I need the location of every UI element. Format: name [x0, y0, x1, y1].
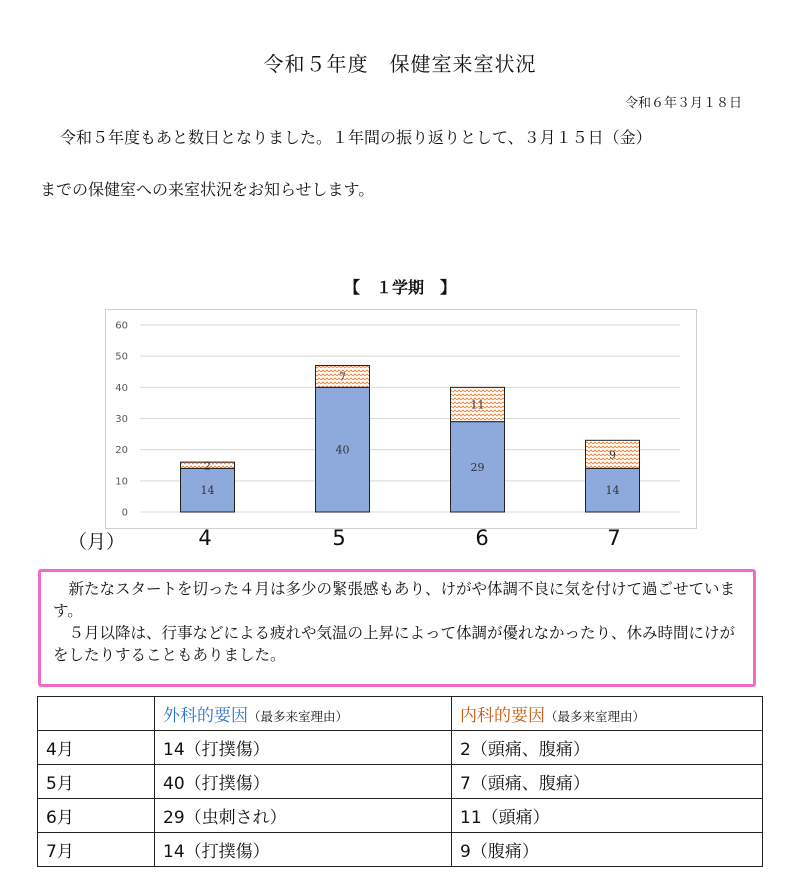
- x-axis-month-label: 4: [198, 526, 212, 550]
- data-label: 14: [200, 484, 215, 498]
- note-box: [38, 569, 756, 687]
- header-internal-cell: [452, 697, 763, 731]
- header-internal-sub: （最多来室理由）: [545, 709, 646, 724]
- y-tick-label: 60: [115, 320, 128, 332]
- y-tick-label: 0: [121, 507, 128, 519]
- y-tick-label: 50: [115, 351, 128, 363]
- row-surgical-cell: 14（打撲傷）: [155, 833, 452, 867]
- x-axis-month-label: 6: [475, 526, 489, 550]
- y-tick-label: 30: [115, 414, 128, 425]
- data-label: 14: [605, 484, 620, 498]
- row-internal-cell: 9（腹痛）: [452, 833, 763, 867]
- row-month-cell: 6月: [38, 799, 155, 833]
- row-month-cell: 5月: [38, 765, 155, 799]
- x-axis-month-label: 7: [607, 526, 621, 550]
- row-internal-cell: 2（頭痛、腹痛）: [452, 731, 763, 765]
- y-tick-label: 10: [115, 476, 128, 488]
- table-row: [38, 765, 763, 799]
- page-title: 令和５年度 保健室来室状況: [263, 52, 537, 76]
- note-paragraph-2: ５月以降は、行事などによる疲れや気温の上昇によって体調が優れなかったり、休み時間にけがをしたりすることもありました。: [53, 624, 736, 664]
- row-surgical-cell: 40（打撲傷）: [155, 765, 452, 799]
- data-label: 9: [609, 448, 616, 462]
- y-tick-label: 20: [115, 445, 128, 457]
- row-month-cell: 7月: [38, 833, 155, 867]
- table-row: [38, 799, 763, 833]
- document-date: 令和６年３月１８日: [624, 96, 742, 111]
- data-label: 29: [470, 460, 485, 474]
- table-row: [38, 731, 763, 765]
- data-label: 11: [470, 398, 485, 412]
- table-row: [38, 833, 763, 867]
- chart-title: 【 １学期 】: [343, 278, 456, 297]
- data-label: 2: [204, 459, 211, 473]
- row-month-cell: 4月: [38, 731, 155, 765]
- data-label: 7: [339, 370, 346, 384]
- note-paragraph-1: 新たなスタートを切った４月は多少の緊張感もあり、けがや体調不良に気を付けて過ごせています。: [53, 580, 736, 620]
- y-tick-label: 40: [115, 382, 128, 394]
- header-surgical-sub: （最多来室理由）: [248, 709, 349, 724]
- intro-line-2: までの保健室への来室状況をお知らせします。: [40, 180, 375, 199]
- bar-chart: [105, 309, 695, 527]
- header-surgical-cell: [155, 697, 452, 731]
- intro-line-1: 令和５年度もあと数日となりました。１年間の振り返りとして、３月１５日（金）: [60, 128, 652, 147]
- header-internal-label: 内科的要因: [460, 706, 545, 726]
- row-surgical-cell: 29（虫刺され）: [155, 799, 452, 833]
- row-internal-cell: 7（頭痛、腹痛）: [452, 765, 763, 799]
- table-header-row: [38, 697, 763, 731]
- row-internal-cell: 11（頭痛）: [452, 799, 763, 833]
- header-month-cell: [38, 697, 155, 731]
- x-axis-unit-label: （月）: [68, 531, 126, 553]
- x-axis-month-label: 5: [332, 526, 346, 550]
- reason-table: [37, 696, 763, 867]
- data-label: 40: [335, 443, 350, 457]
- header-surgical-label: 外科的要因: [163, 706, 248, 726]
- row-surgical-cell: 14（打撲傷）: [155, 731, 452, 765]
